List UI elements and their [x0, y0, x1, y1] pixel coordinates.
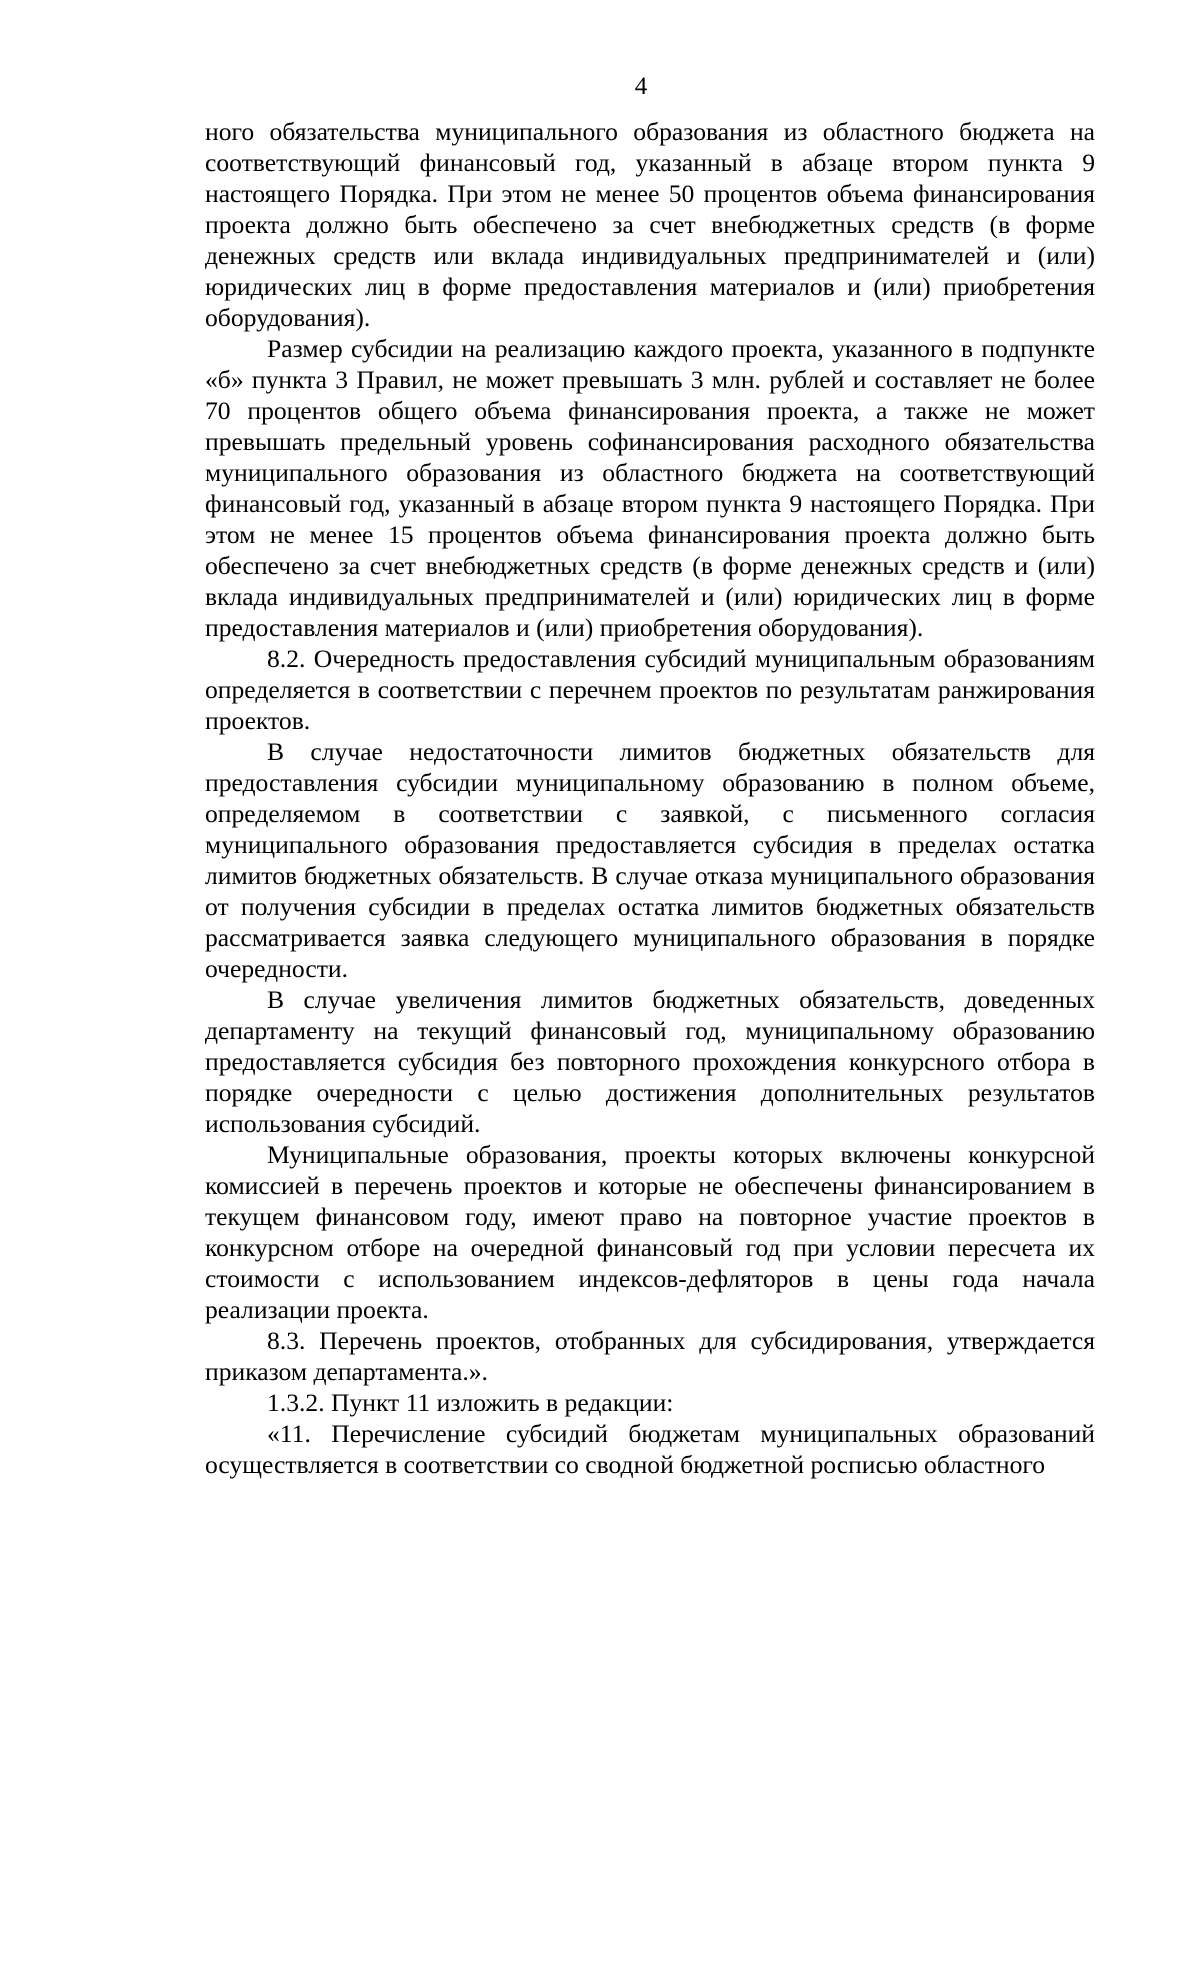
paragraph-1: ного обязательства муниципального образования из областного бюджета на соответствующий финансовый год, указанный в абзаце втором пункта 9 настоящего Порядка. При этом не менее 50 процентов объема финансирования проекта должно быть обеспечено за счет внебюджетных средств (в форме денежных средств или вклада индивидуальных предпринимателей и (или) юридических лиц в форме предоставления материалов и (или) приобретения оборудования). [205, 117, 1095, 332]
paragraph-6: Муниципальные образования, проекты которых включены конкурсной комиссией в перечень проектов и которые не обеспечены финансированием в текущем финансовом году, имеют право на повторное участие проектов в конкурсном отборе на очередной финансовый год при условии пересчета их стоимости с использованием индексов-дефляторов в цены года начала реализации проекта. [205, 1140, 1095, 1324]
paragraph-5: В случае увеличения лимитов бюджетных обязательств, доведенных департаменту на текущий финансовый год, муниципальному образованию предоставляется субсидия без повторного прохождения конкурсного отбора в порядке очередности с целью достижения дополнительных результатов использования субсидий. [205, 985, 1095, 1138]
paragraph-2: Размер субсидии на реализацию каждого проекта, указанного в подпункте «б» пункта 3 Правил, не может превышать 3 млн. рублей и составляет не более 70 процентов общего объема финансирования проекта, а также не может превышать предельный уровень софинансирования расходного обязательства муниципального образования из областного бюджета на соответствующий финансовый год, указанный в абзаце втором пункта 9 настоящего Порядка. При этом не менее 15 процентов объема финансирования проекта должно быть обеспечено за счет внебюджетных средств (в форме денежных средств и (или) вклада индивидуальных предпринимателей и (или) юридических лиц в форме предоставления материалов и (или) приобретения оборудования). [205, 334, 1095, 642]
paragraph-9: «11. Перечисление субсидий бюджетам муниципальных образований осуществляется в соответствии со сводной бюджетной росписью областного [205, 1419, 1095, 1479]
document-body [205, 116, 1095, 1480]
paragraph-8: 1.3.2. Пункт 11 изложить в редакции: [267, 1388, 674, 1417]
paragraph-7: 8.3. Перечень проектов, отобранных для субсидирования, утверждается приказом департамента.». [205, 1326, 1095, 1386]
paragraph-4: В случае недостаточности лимитов бюджетных обязательств для предоставления субсидии муниципальному образованию в полном объеме, определяемом в соответствии с заявкой, с письменного согласия муниципального образования предоставляется субсидия в пределах остатка лимитов бюджетных обязательств. В случае отказа муниципального образования от получения субсидии в пределах остатка лимитов бюджетных обязательств рассматривается заявка следующего муниципального образования в порядке очередности. [205, 737, 1095, 983]
page-number: 4 [634, 73, 648, 100]
paragraph-3: 8.2. Очередность предоставления субсидий муниципальным образованиям определяется в соответствии с перечнем проектов по результатам ранжирования проектов. [205, 644, 1095, 735]
